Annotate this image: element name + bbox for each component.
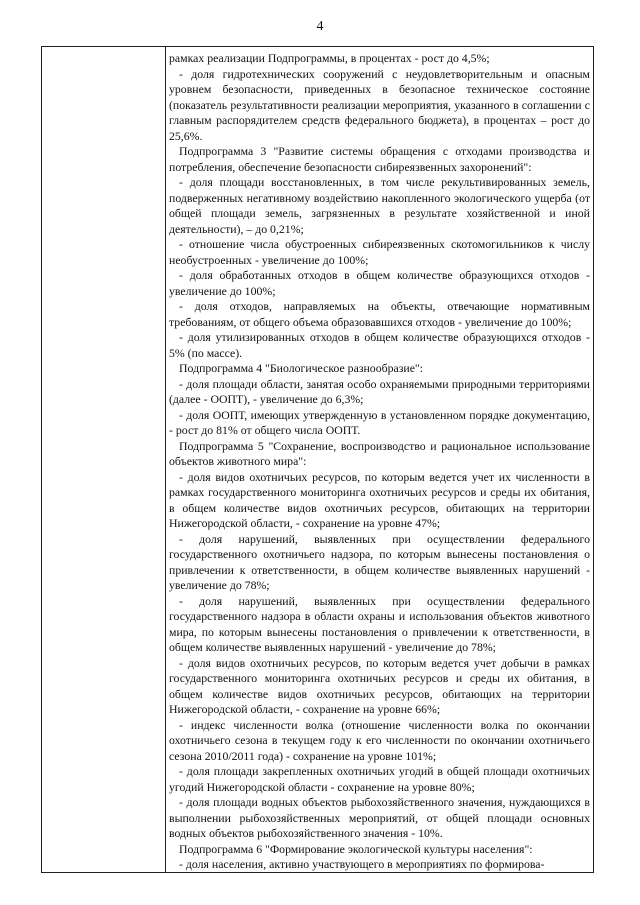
paragraph: - доля утилизированных отходов в общем количестве образующихся отходов - 5% (по массе).	[169, 330, 590, 360]
paragraph: - доля площади закрепленных охотничьих угодий в общей площади охотничьих угодий Нижегородской области - сохранение на уровне 80%;	[169, 764, 590, 794]
paragraph: - доля площади восстановленных, в том числе рекультивированных земель, подверженных негативному воздействию накопленного экологического ущерба (от общей площади земель, загрязненных в результате хозяйственной и иной деятельности), – до 0,21%;	[169, 175, 590, 236]
paragraph: - доля нарушений, выявленных при осуществлении федерального государственного надзора в области охраны и использования объектов животного мира, по которым вынесены постановления о привлечении к ответственности, в общем количестве выявленных нарушений - увеличение до 78%;	[169, 593, 590, 654]
paragraph: - доля населения, активно участвующего в мероприятиях по формирова-	[179, 857, 545, 871]
paragraph: - отношение числа обустроенных сибиреязвенных скотомогильников к числу необустроенных - увеличение до 100%;	[169, 237, 590, 267]
paragraph: - индекс численности волка (отношение численности волка по окончании охотничьего сезона в текущем году к его численности по окончании охотничьего сезона 2010/2011 года) - сохранение на уровне 101%;	[169, 717, 590, 763]
paragraph: - доля видов охотничьих ресурсов, по которым ведется учет добычи в рамках государственного мониторинга охотничьих ресурсов и среды их обитания, в общем количестве видов охотничьих ресурсов, обитающих на территории Нижегородской области, - сохранение на уровне 66%;	[169, 655, 590, 716]
paragraph: рамках реализации Подпрограммы, в процентах - рост до 4,5%;	[169, 51, 490, 65]
paragraph: - доля площади области, занятая особо охраняемыми природными территориями (далее - ООПТ), - увеличение до 6,3%;	[169, 376, 590, 406]
paragraph: - доля площади водных объектов рыбохозяйственного значения, нуждающихся в выполнении рыбохозяйственных мероприятий, от общей площади основных водных объектов рыбохозяйственного значения - 10%.	[169, 795, 590, 840]
subprogram-heading: Подпрограмма 6 "Формирование экологической культуры населения":	[179, 841, 533, 856]
table-left-column	[42, 47, 166, 872]
paragraph: - доля нарушений, выявленных при осуществлении федерального государственного охотничьего надзора, по которым вынесены постановления о привлечении к ответственности, в общем количестве выявленных нарушений - увеличение до 78%;	[169, 531, 590, 592]
table-text-column	[166, 47, 593, 872]
page-number: 4	[316, 19, 324, 34]
subprogram-heading: Подпрограмма 4 "Биологическое разнообразие":	[179, 361, 424, 375]
document-table	[41, 46, 594, 873]
paragraph: - доля ООПТ, имеющих утвержденную в установленном порядке документацию, - рост до 81% от общего числа ООПТ.	[169, 407, 590, 437]
paragraph: - доля гидротехнических сооружений с неудовлетворительным и опасным уровнем безопасности, приведенных в безопасное техническое состояние (показатель результативности реализации мероприятия, указанного в соглашении с главным распорядителем средств федерального бюджета), в процентах – рост до 25,6%.	[169, 66, 590, 143]
paragraph: - доля видов охотничьих ресурсов, по которым ведется учет их численности в рамках государственного мониторинга охотничьих ресурсов и среды их обитания, в общем количестве видов охотничьих ресурсов, обитающих на территории Нижегородской области, - сохранение на уровне 47%;	[169, 469, 590, 530]
subprogram-heading: Подпрограмма 3 "Развитие системы обращения с отходами производства и потребления, обеспечение безопасности сибиреязвенных захоронений":	[169, 144, 590, 174]
subprogram-heading: Подпрограмма 5 "Сохранение, воспроизводство и рациональное использование объектов животного мира":	[169, 438, 590, 468]
paragraph: - доля обработанных отходов в общем количестве образующихся отходов - увеличение до 100%;	[169, 268, 590, 298]
paragraph: - доля отходов, направляемых на объекты, отвечающие нормативным требованиям, от общего объема образовавшихся отходов - увеличение до 100%;	[169, 299, 590, 329]
